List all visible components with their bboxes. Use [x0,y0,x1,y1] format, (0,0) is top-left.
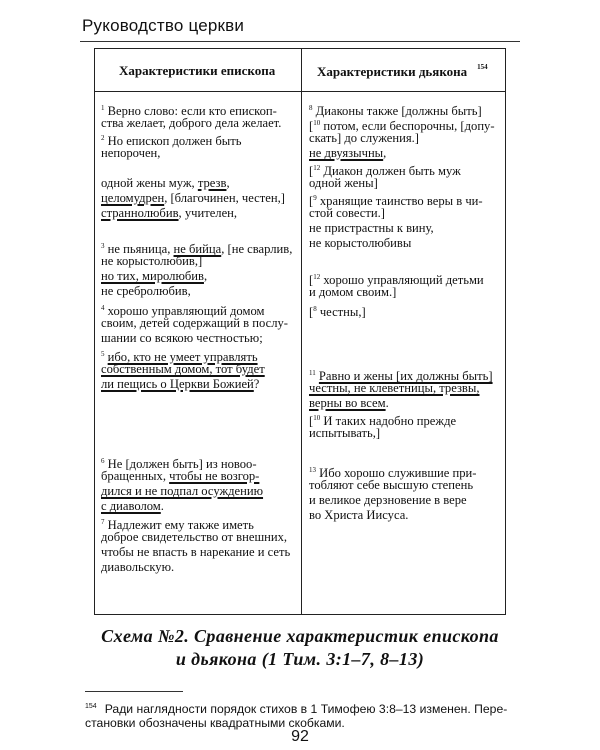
underlined-text: чтобы не возгор- [169,469,260,483]
line-text: во Христа Иисуса. [309,508,409,522]
page-number: 92 [291,728,309,745]
underlined-text: честны, не клеветницы, трезвы, [309,381,480,395]
line-text: не корыстолюбив,] [101,254,203,268]
underlined-text: верны во всем [309,396,386,410]
line-text: тобляют себе высшую степень [309,478,474,492]
line-text: не пьяница, [104,242,174,256]
line-text: чтобы не впасть в нарекание и сеть [101,545,291,559]
underlined-text: трезв [197,176,227,190]
line-text: , [383,146,387,160]
line-text: , [226,176,230,190]
line-text: стой совести.] [309,206,385,220]
verse-line [309,176,378,191]
verse-number: 11 [309,369,316,377]
verse-number: 7 [101,518,105,526]
line-text: ? [253,377,260,391]
verse-line [309,146,386,161]
verse-number: 4 [101,304,105,312]
verse-number: 5 [101,350,105,358]
verse-line [309,285,396,300]
line-text: , учителен, [178,206,238,220]
underlined-text: с диаволом [101,499,161,513]
verse-line [101,176,230,191]
line-text: честны,] [316,305,366,319]
line-text: Диакон должен быть муж [320,164,461,178]
running-header: Руководство церкви [82,16,245,35]
line-text: хорошо управляющий домом [104,304,265,318]
footnote-line-2: становки обозначены квадратными скобками. [85,716,345,730]
verse-line [309,221,434,236]
verse-line [101,469,259,484]
line-text: [ [309,273,314,287]
line-text: [ [309,305,314,319]
verse-line [101,484,263,499]
underlined-text: не бийца [173,242,222,256]
line-text: , [благочинен, честен,] [164,191,285,205]
line-text: Ибо хорошо служившие при- [316,466,477,480]
line-text: Но епископ должен быть [104,134,242,148]
line-text: . [160,499,164,513]
underlined-text: собственным домом, тот будет [101,362,265,376]
line-text: [ [309,119,314,133]
line-text: не сребролюбив, [101,284,191,298]
line-text: скать] до служения.] [309,131,419,145]
line-text: Диаконы также [должны быть] [312,104,482,118]
verse-number: 10 [313,414,321,422]
verse-line [101,269,207,284]
verse-line [101,146,160,161]
header-row-rule [95,91,505,92]
line-text: и домом своим.] [309,285,397,299]
verse-number: 8 [309,104,313,112]
line-text: , [не сварлив, [221,242,293,256]
verse-line [309,493,467,508]
underlined-text: Равно и жены [их должны быть] [318,369,493,383]
verse-line [101,191,285,206]
verse-line [309,131,419,146]
line-text: , [203,269,208,283]
verse-line [101,206,237,221]
footnote-rule [85,691,183,692]
verse-line [101,284,191,299]
verse-line [101,560,174,575]
line-text: своим, детей содержащий в послу- [101,316,288,330]
deacon-header-text: Характеристики дьякона [317,64,468,79]
line-text: Не [должен быть] из новоо- [104,457,257,471]
footnote-number: 154 [85,703,97,710]
line-text: доброе свидетельство от внешних, [101,530,288,544]
header-rule [80,41,520,42]
line-text: Надлежит ему также иметь [104,518,254,532]
verse-line [101,331,263,346]
figure-caption-line-1: Схема №2. Сравнение характеристик епископа [101,626,499,646]
verse-number: 13 [309,466,316,474]
verse-line [101,254,202,269]
verse-line [309,396,389,411]
underlined-text: ибо, кто не умеет управлять [107,350,258,364]
verse-line [101,116,281,131]
verse-line [309,302,366,320]
line-text: [ [309,164,314,178]
verse-line [309,508,408,523]
verse-number: 8 [313,305,317,313]
bishop-column-header: Характеристики епископа [119,63,276,78]
verse-line [309,236,411,251]
verse-number: 9 [313,194,317,202]
underlined-text: страннолюбив [101,206,179,220]
line-text: [ [309,194,314,208]
verse-number: 10 [313,119,321,127]
verse-number: 12 [313,273,321,281]
line-text: одной жены] [309,176,378,190]
line-text: диавольскую. [101,560,175,574]
line-text: непорочен, [101,146,161,160]
line-text: ства желает, доброго дела желает. [101,116,282,130]
verse-line [101,316,288,331]
verse-line [309,478,473,493]
verse-number: 12 [313,164,321,172]
underlined-text: но тих, миролюбив [101,269,204,283]
verse-line [101,362,265,377]
underlined-text: целомудрен [101,191,165,205]
line-text: . [385,396,389,410]
verse-line [101,530,287,545]
deacon-column-header [317,63,488,80]
verse-line [309,206,385,221]
verse-line [101,377,259,392]
line-text: И таких надобно прежде [320,414,457,428]
verse-line [101,545,290,560]
line-text: не пристрастны к вину, [309,221,434,235]
line-text: и великое дерзновение в вере [309,493,467,507]
underlined-text: не двуязычны [309,146,384,160]
verse-number: 6 [101,457,105,465]
line-text: одной жены муж, [101,176,198,190]
line-text: [ [309,414,314,428]
line-text: шании со всякою честностью; [101,331,263,345]
verse-line [309,426,380,441]
verse-number: 1 [101,104,105,112]
line-text: потом, если беспорочны, [допу- [320,119,495,133]
comparison-table [94,48,506,615]
verse-number: 3 [101,242,105,250]
verse-number: 2 [101,134,105,142]
line-text: хорошо управляющий детьми [320,273,484,287]
underlined-text: дился и не подпал осуждению [101,484,264,498]
line-text: не корыстолюбивы [309,236,412,250]
footnote-text-1: Ради наглядности порядок стихов в 1 Тимофею 3:8–13 изменен. Пере- [104,702,508,716]
column-divider [301,49,302,614]
figure-caption-line-2: и дьякона (1 Тим. 3:1–7, 8–13) [175,649,425,669]
line-text: бращенных, [101,469,170,483]
verse-line [309,381,479,396]
verse-line [101,499,164,514]
underlined-text: ли пещись о Церкви Божией [101,377,254,391]
line-text: Верно слово: если кто епископ- [104,104,277,118]
line-text: испытывать,] [309,426,381,440]
line-text: хранящие таинство веры в чи- [316,194,483,208]
footnote-ref: 154 [477,63,488,71]
